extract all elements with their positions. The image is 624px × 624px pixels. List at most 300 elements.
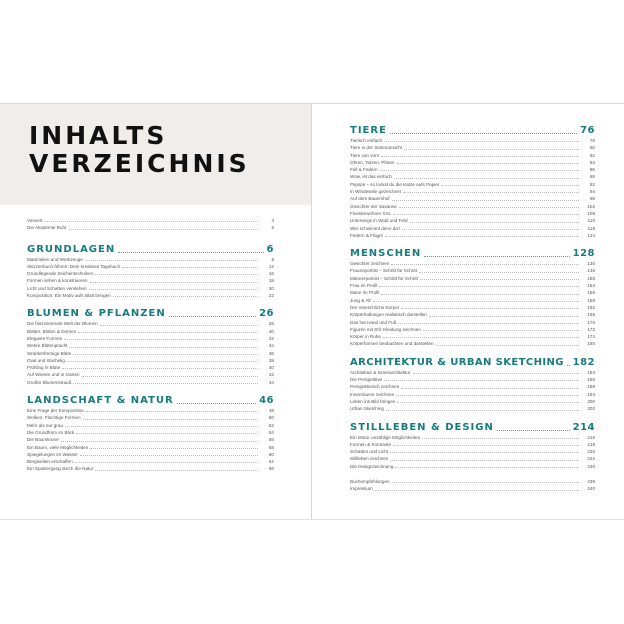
toc-entry-label: Ein Baum, viele Möglichkeiten [27,444,89,450]
toc-entry [350,391,595,398]
toc-entry-label: Oval und stachelig [27,357,65,363]
toc-entry-page: 102 [587,203,595,209]
toc-entry [350,455,595,462]
section-heading [350,356,595,369]
toc-entry-page: 166 [587,312,595,318]
toc-entry [27,256,274,263]
toc-entry [350,210,595,217]
toc-entry-label: Die Designzeichnung [350,463,394,469]
dot-leader [95,274,258,275]
toc-entry [350,225,595,232]
dot-leader [419,272,579,273]
toc-entry [350,267,595,274]
dot-leader [436,345,579,346]
toc-entry-label: Flussbewohner XXL [350,210,392,216]
toc-entry [27,357,274,364]
toc-entry-label: Tiere von vorn [350,152,380,158]
dot-leader [118,252,263,253]
toc-entry-page: 16 [268,271,274,277]
toc-entry [350,282,595,289]
section-heading-label: LANDSCHAFT & NATUR [27,395,174,407]
toc-entry [27,371,274,378]
toc-entry-label: Impressum [350,486,373,492]
toc-entry-page: 218 [587,441,595,447]
toc-entry-label: Ohren, Tatzen, Pfoten [350,159,395,165]
toc-section [350,124,595,239]
toc-entry-page: 150 [587,275,595,281]
dot-leader [169,316,256,317]
toc-entry-label: Gesichter der Savanne [350,203,397,209]
dot-leader [429,316,579,317]
dot-leader [90,448,258,449]
toc-entry-page: 34 [268,343,274,349]
toc-entry-page: 84 [589,159,595,165]
section-heading-page: 182 [572,356,595,368]
toc-entry [350,441,595,448]
toc-entry-label: Frau im Profil [350,283,378,289]
dot-leader [381,294,579,295]
toc-entry [27,364,274,371]
toc-entry-label: Mehr als nur grau [27,422,64,428]
dot-leader [113,296,258,297]
toc-entry-page: 54 [268,429,274,435]
toc-entry-label: Vorwort [27,218,43,223]
dot-leader [380,170,579,171]
toc-entry-page: 30 [268,328,274,334]
toc-entry-label: Unterwegs in Wald und Feld [350,218,408,224]
dot-leader [413,373,579,374]
toc-section [27,394,274,473]
dot-leader [373,301,579,302]
toc-entry [27,270,274,277]
section-heading [27,243,274,256]
toc-entry [350,311,595,318]
toc-entry-label: Blätter, Blüten & Dornen [27,328,77,334]
section-heading-page: 76 [580,125,595,136]
toc-entry [350,383,595,390]
toc-entry-page: 220 [587,449,595,455]
dot-leader [86,411,258,412]
dot-leader [397,402,579,403]
section-heading-page: 46 [259,395,274,407]
toc-right-column [350,124,595,493]
toc-entry-label: Perspektivisch zeichnen [350,384,400,390]
toc-entry [27,451,274,458]
toc-entry-label: Körperhaltungen realistisch darstellen [350,312,427,318]
dot-leader [393,214,579,215]
dot-leader [61,441,258,442]
dot-leader [69,229,258,230]
dot-leader [177,403,256,404]
toc-entry-page: 38 [268,357,274,363]
toc-entry [350,448,595,455]
dot-leader [404,149,579,150]
toc-entry [27,217,274,224]
toc-entry [350,232,595,239]
toc-entry [350,195,595,202]
toc-entry [350,333,595,340]
dot-leader [78,332,258,333]
toc-entry-page: 146 [587,268,595,274]
toc-entry [27,320,274,327]
section-heading-label: GRUNDLAGEN [27,243,116,255]
dot-leader [45,221,258,222]
toc-entry-label: In Windeseile gezeichnet [350,189,402,195]
toc-entry-page: 60 [268,451,274,457]
toc-entry [27,436,274,443]
toc-entry-label: Formen & Kontraste [350,441,392,447]
toc-entry-page: 20 [268,285,274,291]
toc-entry-label: Körper in Ruhe [350,334,381,340]
toc-entry-page: 230 [587,463,595,469]
dot-leader [393,445,579,446]
toc-entry-page: 94 [589,189,595,195]
toc-entry [350,260,595,267]
toc-entry-page: 66 [268,466,274,472]
dot-leader [386,410,579,411]
toc-entry-label: Tiere in der Seitenansicht [350,145,402,151]
toc-entry-page: 118 [587,225,595,231]
section-heading [27,307,274,320]
section-heading-label: BLUMEN & PFLANZEN [27,308,166,320]
toc-entry-label: Wolken: Flüchtige Formen [27,415,81,421]
toc-entry-label: Pspsps – so lockst du die Katze aufs Papier [350,181,440,187]
dot-leader [384,141,579,142]
toc-entry-page: 62 [268,459,274,465]
toc-outro [350,478,595,493]
toc-entry-label: Auf dem Bauernhof [350,196,390,202]
toc-entry [350,217,595,224]
toc-entry-label: Das hat Hand und Fuß [350,319,397,325]
toc-entry-page: 8 [271,256,274,262]
toc-entry-page: 172 [587,326,595,332]
toc-entry-page: 174 [587,334,595,340]
toc-entry [350,319,595,326]
toc-section [27,307,274,386]
dot-leader [379,286,579,287]
toc-entry-page: 156 [587,290,595,296]
dot-leader [396,395,579,396]
toc-entry-label: Spiegelungen im Wasser [27,451,78,457]
dot-leader [90,282,258,283]
section-heading-page: 26 [259,308,274,320]
toc-entry-label: Architektur & Innenarchitektur [350,369,411,375]
toc-entry-label: Federn & Flügel [350,232,383,238]
toc-section [350,356,595,413]
toc-entry-label: Licht und Schatten verstehen [27,285,87,291]
section-heading-page: 6 [266,243,274,255]
title-band [0,104,311,205]
toc-entry-page: 200 [587,398,595,404]
toc-entry-page: 48 [268,408,274,414]
toc-entry-page: 202 [587,406,595,412]
toc-entry-page: 186 [587,377,595,383]
toc-entry-label: Großer Blumenstrauß [27,379,72,385]
toc-entry-label: Auf Wiesen und in Gärten [27,372,80,378]
toc-entry-label: Die Grundform im Blick [27,429,75,435]
toc-entry [350,188,595,195]
toc-entry-page: 88 [589,174,595,180]
toc-entry-page: 44 [268,379,274,385]
dot-leader [402,229,579,230]
toc-entry [350,166,595,173]
toc-entry-page: 180 [587,341,595,347]
toc-entry [350,173,595,180]
toc-entry-page: 92 [589,181,595,187]
toc-entry [350,340,595,347]
dot-leader [390,460,579,461]
toc-entry [350,478,595,485]
dot-leader [69,347,258,348]
toc-entry-page: 130 [587,261,595,267]
toc-entry-page: 36 [268,350,274,356]
dot-leader [390,452,579,453]
toc-entry [350,304,595,311]
toc-entry [27,342,274,349]
title-line-1: INHALTS [29,121,168,150]
toc-left-column [27,217,274,481]
toc-entry [350,463,595,470]
toc-entry-label: Formen sehen & konstruieren [27,278,88,284]
dot-leader [384,380,579,381]
toc-entry-label: Wahre Blütenpracht [27,343,68,349]
toc-entry [350,289,595,296]
dot-leader [410,222,579,223]
section-heading [350,247,595,260]
toc-intro [27,217,274,232]
toc-entry [27,379,274,386]
toc-entry-label: Die faszinierende Welt der Blumen [27,321,98,327]
toc-entry-page: 40 [268,365,274,371]
toc-entry [350,297,595,304]
dot-leader [497,430,570,431]
toc-entry-label: Buchempfehlungen [350,478,390,484]
section-heading-label: ARCHITEKTUR & URBAN SKETCHING [350,356,564,368]
section-heading-label: TIERE [350,125,387,136]
toc-entry-label: Eine Frage der Komposition [27,408,84,414]
dot-leader [85,260,258,261]
toc-entry [27,407,274,414]
section-heading-page: 128 [572,248,595,260]
toc-entry [27,429,274,436]
toc-entry-label: Tierisch einfach [350,138,382,143]
toc-entry-label: Komposition: Ein Motiv aufs Blatt bringen [27,293,111,299]
toc-entry-page: 78 [589,138,595,143]
toc-entry [27,350,274,357]
dot-leader [83,419,258,420]
toc-entry-label: Frühling in Blüte [27,365,61,371]
toc-entry-page: 28 [268,321,274,327]
toc-entry-page: 32 [268,335,274,341]
toc-entry [350,326,595,333]
dot-leader [399,207,579,208]
toc-entry-page: 158 [587,297,595,303]
section-heading [350,421,595,434]
toc-entry-label: Ein Motiv, unzählige Möglichkeiten [350,434,421,440]
toc-entry [350,376,595,383]
toc-entry [350,159,595,166]
dot-leader [397,163,579,164]
dot-leader [73,354,258,355]
dot-leader [391,264,579,265]
toc-entry-page: 22 [268,293,274,299]
toc-entry-label: Strahlenförmige Blüte [27,350,72,356]
toc-entry-label: Ein Spaziergang durch die Natur [27,466,94,472]
toc-entry-label: Gesichter zeichnen [350,261,390,267]
toc-entry-label: Wow, ist das einfach [350,174,392,180]
toc-entry [350,144,595,151]
toc-entry-label: Elegante Formen [27,335,63,341]
toc-entry-page: 58 [268,444,274,450]
dot-leader [390,133,577,134]
toc-entry-page: 12 [268,263,274,269]
dot-leader [401,388,579,389]
toc-entry [350,203,595,210]
dot-leader [567,365,570,366]
toc-entry-page: 188 [587,384,595,390]
section-heading-label: STILLLEBEN & DESIGN [350,421,494,433]
toc-section [350,421,595,470]
toc-entry [27,335,274,342]
toc-entry-label: Bergwelten erschaffen [27,459,73,465]
toc-entry-page: 124 [587,232,595,238]
dot-leader [82,376,258,377]
toc-entry-label: Männerporträt – Schritt für Schritt [350,275,418,281]
toc-entry-page: 5 [271,225,274,231]
toc-entry-page: 18 [268,278,274,284]
dot-leader [401,308,579,309]
dot-leader [64,339,258,340]
toc-entry [350,152,595,159]
toc-entry-page: 82 [589,152,595,158]
toc-entry [27,328,274,335]
book-spread [0,103,624,520]
toc-entry-page: 170 [587,319,595,325]
title-line-2: VERZEICHNIS [29,149,250,178]
dot-leader [383,337,579,338]
dot-leader [65,426,258,427]
dot-leader [100,325,258,326]
toc-entry [27,224,274,231]
toc-entry [350,398,595,405]
dot-leader [75,462,258,463]
dot-leader [80,455,258,456]
dot-leader [403,192,579,193]
toc-entry [350,275,595,282]
toc-entry-page: 216 [587,434,595,440]
section-heading-label: MENSCHEN [350,248,422,260]
toc-entry-page: 50 [268,415,274,421]
dot-leader [441,185,579,186]
toc-entry-label: Urban Sketching [350,406,384,412]
toc-entry [27,285,274,292]
toc-entry-label: Jung & Alt [350,297,371,303]
toc-entry-page: 4 [271,218,274,223]
toc-entry-page: 80 [589,145,595,151]
toc-entry [27,277,274,284]
toc-entry [27,444,274,451]
toc-entry [27,414,274,421]
toc-entry-page: 42 [268,372,274,378]
toc-entry-label: Mann im Profil [350,290,380,296]
dot-leader [423,330,579,331]
toc-entry-page: 98 [589,196,595,202]
toc-entry-label: Figuren mit Stil: Kleidung zeichnen [350,326,421,332]
toc-entry-page: 240 [587,486,595,492]
toc-entry-page: 194 [587,391,595,397]
toc-entry [350,434,595,441]
toc-entry [27,263,274,270]
toc-entry-page: 110 [587,218,595,224]
toc-entry [350,485,595,492]
dot-leader [424,256,569,257]
dot-leader [392,200,579,201]
toc-section [350,247,595,348]
dot-leader [394,178,579,179]
dot-leader [67,361,258,362]
dot-leader [73,383,258,384]
dot-leader [62,368,258,369]
toc-entry-label: Die Akademie Ruhr [27,225,67,231]
dot-leader [122,267,258,268]
toc-entry-page: 238 [587,478,595,484]
section-heading [350,124,595,137]
dot-leader [89,289,258,290]
toc-entry-page: 108 [587,210,595,216]
toc-section [27,243,274,300]
toc-entry-label: Grundlegende Zeichentechniken [27,271,94,277]
toc-entry [350,181,595,188]
toc-entry-page: 154 [587,283,595,289]
toc-entry [27,458,274,465]
toc-entry-label: Wer schwimmt denn da? [350,225,401,231]
toc-entry-page: 56 [268,437,274,443]
toc-entry-label: Der menschliche Körper [350,304,400,310]
right-page [312,104,624,519]
toc-entry-page: 162 [587,304,595,310]
toc-entry-label: Innenräume zeichnen [350,391,395,397]
dot-leader [385,236,579,237]
toc-entry-label: Stillleben zeichnen [350,456,389,462]
section-heading-page: 214 [572,421,595,433]
dot-leader [95,470,258,471]
toc-entry [350,405,595,412]
toc-entry [27,465,274,472]
dot-leader [398,323,579,324]
toc-entry [350,369,595,376]
toc-entry-label: Frauenporträt – Schritt für Schritt [350,268,417,274]
dot-leader [375,490,579,491]
dot-leader [395,467,579,468]
toc-entry-label: Körperformen beobachten und darstellen [350,341,434,347]
toc-entry-page: 52 [268,422,274,428]
toc-entry-page: 184 [587,369,595,375]
dot-leader [392,482,579,483]
toc-entry-label: Die Perspektive [350,377,383,383]
toc-entry-page: 222 [587,456,595,462]
toc-entry-label: Leben ins Bild bringen [350,398,396,404]
page-title [29,122,250,178]
dot-leader [381,156,579,157]
toc-entry-label: Die Baumkrone [27,437,59,443]
toc-entry-label: Schatten und Licht [350,449,389,455]
toc-entry-label: Fell & Federn [350,167,378,173]
toc-entry [350,137,595,144]
toc-entry-label: Skizzenbuch führen: Dein kreatives Tagebuch [27,263,121,269]
left-page [0,104,312,519]
toc-entry [27,422,274,429]
toc-entry [27,292,274,299]
